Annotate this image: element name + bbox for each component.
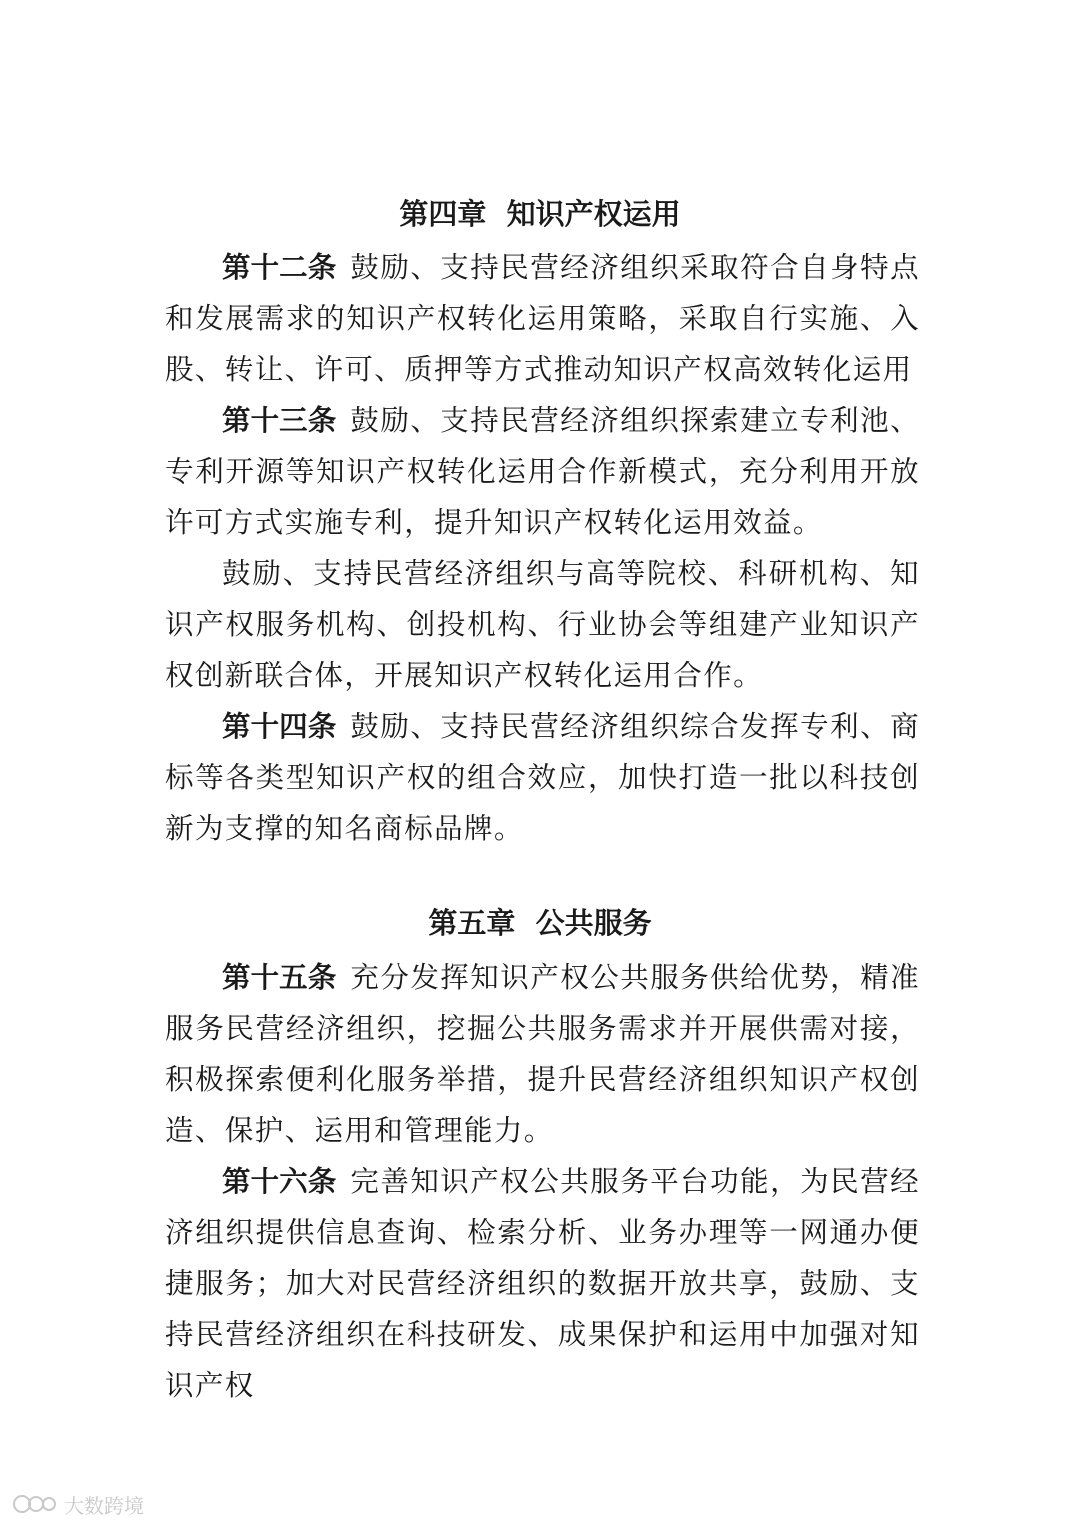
article-12-label: 第十二条 bbox=[222, 251, 337, 284]
article-12 bbox=[165, 242, 920, 395]
article-15 bbox=[165, 952, 920, 1156]
watermark-text: 大数跨境 bbox=[64, 1493, 144, 1518]
article-12-text: 鼓励、支持民营经济组织采取符合自身特点和发展需求的知识产权转化运用策略，采取自行实施、入股、转让、许可、质押等方式推动知识产权高效转化运用 bbox=[165, 251, 920, 386]
article-13-paragraph-2: 鼓励、支持民营经济组织与高等院校、科研机构、知识产权服务机构、创投机构、行业协会等组建产业知识产权创新联合体，开展知识产权转化运用合作。 bbox=[165, 557, 920, 692]
article-16-text: 完善知识产权公共服务平台功能，为民营经济组织提供信息查询、检索分析、业务办理等一网通办便捷服务；加大对民营经济组织的数据开放共享，鼓励、支持民营经济组织在科技研发、成果保护和运用中加强对知识产权 bbox=[165, 1165, 920, 1402]
watermark bbox=[12, 1490, 144, 1518]
article-16-label: 第十六条 bbox=[222, 1165, 337, 1198]
article-13-text: 鼓励、支持民营经济组织探索建立专利池、专利开源等知识产权转化运用合作新模式，充分利用开放许可方式实施专利，提升知识产权转化运用效益。 bbox=[165, 404, 920, 539]
chapter-5-heading: 第五章 公共服务 bbox=[428, 906, 652, 940]
article-14-label: 第十四条 bbox=[222, 710, 337, 743]
article-14 bbox=[165, 701, 920, 854]
article-14-text: 鼓励、支持民营经济组织综合发挥专利、商标等各类型知识产权的组合效应，加快打造一批以科技创新为支撑的知名商标品牌。 bbox=[165, 710, 920, 845]
article-15-label: 第十五条 bbox=[222, 961, 337, 994]
article-15-text: 充分发挥知识产权公共服务供给优势，精准服务民营经济组织，挖掘公共服务需求并开展供需对接，积极探索便利化服务举措，提升民营经济组织知识产权创造、保护、运用和管理能力。 bbox=[165, 961, 920, 1147]
chapter-4-heading: 第四章 知识产权运用 bbox=[399, 197, 681, 231]
article-16 bbox=[165, 1156, 920, 1411]
watermark-logo-icon bbox=[12, 1493, 58, 1515]
article-13 bbox=[165, 395, 920, 548]
article-13-label: 第十三条 bbox=[222, 404, 337, 437]
